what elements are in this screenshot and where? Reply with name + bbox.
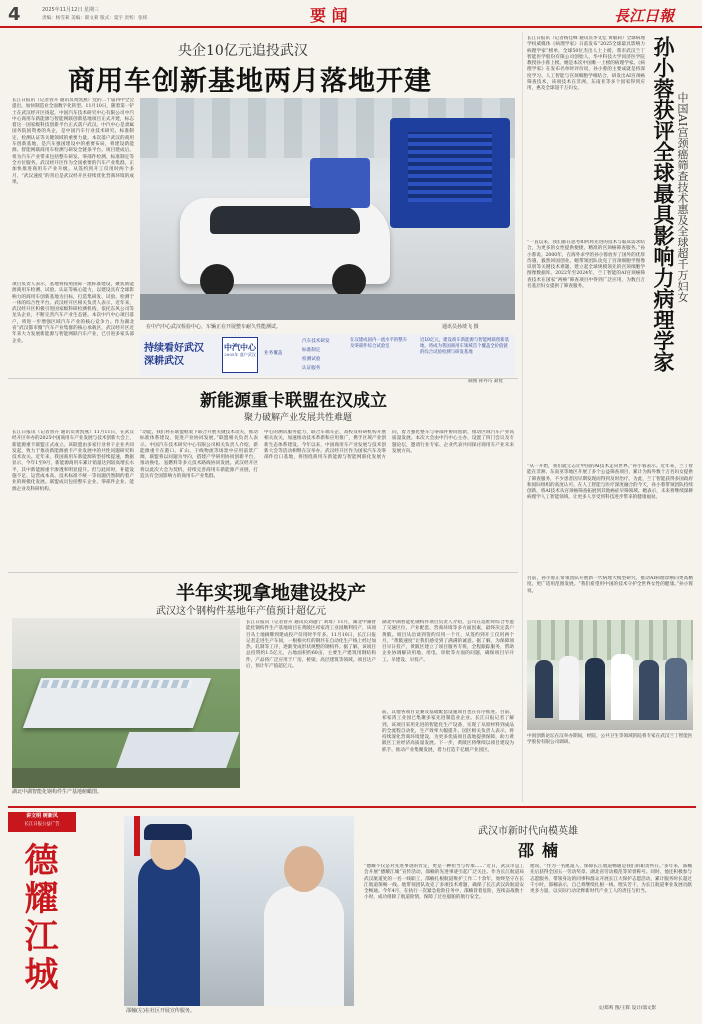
editor-line: 责编：杨雪莉 美编：职文莉 版式：夏宇 责校：张炜: [42, 16, 148, 21]
column-kicker: 武汉市新时代向模英雄: [478, 826, 578, 837]
story3-subhead: 武汉这个钢构件基地年产值预计超亿元: [156, 606, 326, 617]
story1-photo-credit: 通讯员孙琰飞 摄: [442, 324, 479, 330]
column-author: 文/郑鸣 图/王辉 设计/邵文影: [598, 1006, 657, 1011]
column-body: “德耀不仅是对先进事迹的肯定，更是一种担当与传承……”近日，武汉市总工会开展“德耀江城”宣传活动，邵楠的先进事迹引起广泛关注。作为长江航道局武汉航道处的一名一线职工，邵楠扎根航道维护工作二十余年，始终坚守在长江航道保畅一线。他带领团队攻克了多项技术难题，确保了长江武汉段航道安全畅通。今年4月，在执行一次紧急抢险任务中，邵楠冒着危险，连续奋战数十小时，成功排除了航道险情，保障了过往船舶的航行安全。: [364, 864, 524, 901]
story-ev-truck-alliance: [8, 382, 518, 572]
banner-credit: 制图 孙丹巧 聂优: [468, 379, 504, 384]
story3-photo: [12, 618, 240, 788]
story3-photo-caption: 湖北中湖智能化钢构件生产基地俯瞰图。: [12, 789, 103, 795]
divider-1: [8, 378, 518, 379]
banner-item-1: 汽车技术研发: [302, 339, 330, 344]
story4-body: 长江日报讯（记者杨佳峰 通讯员李文佳 黄敏莉）全球病理学权威媒体《病理学家》日前发布“2025全球最具影响力病理学家”榜单，全球50位杰出人士上榜，我市武汉兰丁智能医学股份有限公司创始人、华中科技大学同济医学院教授孙小蓉上榜。她是本次中国唯一上榜的病理学家。《病理学家》在发布名单时评价说，孙小蓉的主要成就是将深度学习、人工智能与宫颈细胞学相结合，研发出AI宫颈癌筛查技术，该项技术在非洲、东南亚等多个国家得到应用，惠及全球超千万妇女。: [527, 36, 645, 92]
story3-headline: 半年实现拿地建设投产: [176, 582, 367, 604]
banner-logo-box: [222, 337, 258, 373]
column-badge-line2: 长江日报公益广告: [24, 822, 60, 827]
banner-left-title: 持续看好武汉 深耕武汉: [144, 343, 204, 367]
story3-body2: 湖北中湖智能化钢构件项目负责人介绍，公司在选址时综合考虑了交通区位、产业配套、营商环境等多方面因素，最终决定落户黄陂。项目从洽谈到签约仅用一个月，从签约到开工仅用两个月，“黄陂速度”让我们感受到了满满的诚意。据了解，为保障项目早日投产，黄陂区建立了项目服务专班，全程跟踪服务，帮助企业协调解决用地、用电、审批等方面的问题，确保项目早开工、早建设、早投产。: [382, 620, 514, 663]
section-title: 要 闻: [310, 6, 348, 25]
column-photo-caption: 邵楠(左)在社区开展宣传服务。: [126, 1008, 195, 1014]
banner-item-0: 业务覆盖: [264, 351, 283, 356]
story-commercial-vehicle: [8, 32, 518, 384]
banner-logo: 中汽中心: [224, 342, 256, 352]
story4-subhead-vertical: 中国AI宫颈癌筛查技术惠及全球超千万妇女: [676, 92, 689, 303]
story1-info-banner: [140, 334, 515, 376]
story2-headline: 新能源重卡联盟在汉成立: [200, 391, 387, 411]
story-steel-base: [8, 576, 518, 798]
story1-photo: [140, 98, 515, 320]
header-rule: [0, 26, 702, 28]
story2-body2: “动能，我们将在联盟框架下联合开展关键技术攻关，推动标准体系建设，促进产业协同发展。”联盟相关负责人表示。中国汽车技术研究中心有限公司相关负责人介绍，新能源重卡在港口、矿山、干线物流等场景中应用前景广阔，联盟将以问题为导向，搭建产学研用协同创新平台，推动换电、氢燃料等多元技术路线协同发展。武汉经开区将以此次大会为契机，持续完善商用车新能源产业链，打造具有全国影响力的商用车产业集群。: [140, 430, 258, 480]
story4-photo-caption: 中国创新论坛在汉举办期间，经院、公共卫生等领域的院将专家在武汉兰丁智能医学股份有限公司调研。: [527, 734, 693, 746]
story4-body4: 目前，孙小蓉正带领团队开展新一代病理大模型研究，推动AI病理诊断向更高精度、更广适用范围发展。“我们希望用中国的技术守护全世界女性的健康。”孙小蓉说。: [527, 576, 693, 594]
column-body2: 他说，“作为一名航道人，保障长江航道畅通是我们的职责所在。”多年来，邵楠先后获得全国五一劳动奖章、湖北省劳动模范等荣誉称号。同时，他还积极参与志愿服务，带领身边的同事和群众开展长江大保护志愿活动，累计服务时长超过千小时。邵楠表示，自己将继续扎根一线、埋头苦干，为长江航道事业发展贡献更多力量，以实际行动诠释新时代产业工人的责任与担当。: [530, 864, 692, 895]
banner-right-text: 近10亿元，建设商车新能源与智能网联创新基地，将成为我国商用车领域首个覆盖全价值链的综合试验检测与研发基地: [420, 338, 510, 355]
story3-body: 长江日报讯（记者曾卉 通讯员刘越宁 刘琦）11月，湖北中湖智能化钢构件生产基地项目在黄陂区祁家湾工业园顺利投产，该项目从土地摘牌到建成投产仅用时半年多。11月10日，长江日报记者走进生产车间，一根根火红的钢坯在自动化生产线上经过加热、轧制等工序，逐渐变成形状规整的钢构件。据了解，该项目总投资约1.5亿元，占地面积约60亩，主要生产建筑用钢结构件，产品将广泛应用于厂房、桥梁、高层建筑等领域。项目达产后，预计年产值超亿元。: [246, 620, 376, 670]
banner-item-2: 标准制定: [302, 348, 321, 353]
date-line: 2025年11月12日 星期三: [42, 7, 100, 13]
story2-body3: 中心的测试服务能力，联合车端车企、高校及科研机构开展相关攻关，加速推动技术革新和应用推广，携手区域产业创新生态体系建设。今年以来，中国商用车产业发展与技术创新大会等活动相继在汉举办。武汉经开区作为国家汽车及零部件出口基地，将围绕商用车新能源与智能网联化发展方向，着力强化整车与零部件协同创新，推动区域汽车产业高质量发展。本次大会由中汽中心主办，设置了四门会议及专题论坛，邀请行业专家、企业代表共同探讨商用车产业未来发展方向。: [264, 430, 514, 461]
story2-body: 长江日报讯（记者曾卉 通讯员黄凯燕）11月11日，在武汉经开区举办的2025中国商用车产业发展与技术创新大会上，新能源重卡联盟正式成立。该联盟由多家行业骨干企业共同发起，致力于推动新能源重卡产业发展中的共性问题研究和技术攻关。近年来，我国商用车新能源转型持续提速，数据显示，今年1至9月，新能源商用车累计销量达到较高增长水平，其中新能源重卡渗透率明显提升。但与此同时，补能设施不足、运营成本高、技术标准不统一等问题仍然制约着产业的规模化发展。联盟成员包括整车企业、零部件企业、能源企业及科研机构。: [12, 430, 134, 492]
story2-subhead: 聚力破解产业发展共性难题: [244, 413, 353, 423]
column-name: 邵楠: [518, 841, 567, 860]
divider-2: [8, 572, 518, 573]
story1-body: 长江日报讯（记者曾卉 通讯员黄凯燕）党的二十届四中全会提出，加快制造业全面数字化转型。11月10日，随着第一铲土在武汉经开区扬起，中国汽车技术研究中心有限公司中汽中心商用车新能源与智能网联创新基地项目正式开建，标志着这一国家级科技创新平台正式落户武汉。中汽中心是隶属国务院国资委的央企，是中国汽车行业技术研究、标准制定、检测认证等关键领域的重要力量。本次落户武汉的商用车创新基地，是汽车强国建设中的重要布局，将建设新能源、智能网联商用车检测与研发全链条平台。项目建成后，将为汽车产业带来包括整车研发、零部件检测、标准制定等全方位服务。武汉经开区作为全国重要的汽车产业集群，正加快推进商用车产业升级。从签约到开工仅用时两个多月，“武汉速度”的背后是武汉经开区持续优化营商环境的成果。: [12, 98, 134, 185]
column-photo: [124, 816, 354, 1006]
page-header: [0, 0, 702, 30]
story1-kicker: 央企10亿元追投武汉: [178, 43, 308, 59]
story1-headline: 商用车创新基地两月落地开建: [68, 66, 432, 97]
banner-right-intro: 在汉建成国内一流水平的整车及零部件综合试验室: [350, 338, 408, 349]
column-vertical-title: 德耀江城: [18, 842, 58, 994]
story4-body3: “从一开始，我们就立志让中国的AI技术走向世界。”孙小蓉表示。近年来，兰丁智能在非洲、东南亚等地区开展了多个公益筛查项目，累计为海外数十万名妇女提供了筛查服务，不少患者因早期发现而得到及时治疗。为此，兰丁智能获得多国政府和国际组织的高度认可。在人工智能与医疗深度融合的今天，孙小蓉带领团队持续创新，将AI技术从宫颈癌筛查拓展到其他癌症早筛领域。她表示，未来将继续深耕病理学人工智能领域，让更多人享受到科技进步带来的健康福祉。: [527, 464, 693, 501]
story4-body2: “一直以来，我们都在思考如何将先进的技术与临床需求结合，为更多的女性提供便捷、精准的宫颈癌筛查服务。”孙小蓉说。2000年，在海外求学的孙小蓉放弃了国外的优厚待遇，毅然回国创业。她带领团队攻克了宫颈细胞学图像识别等关键技术难题，建立起全球规模领先的宫颈细胞学图像数据库。2022年至2024年，兰丁智能的AI宫颈癌筛查技术在国家“两癌”筛查项目中得到广泛应用，为数百万名基层妇女提供了筛查服务。: [527, 240, 645, 290]
column-badge-line1: 讲文明 树新风: [26, 813, 58, 819]
column-badge: [8, 812, 76, 832]
story1-photo-caption: 在中汽中心武汉检验中心，车辆正在开展整车耐久性能测试。: [146, 324, 282, 330]
story-pathologist: [522, 32, 696, 802]
masthead-logo: 長江日報: [614, 7, 675, 25]
virtue-column: [8, 806, 696, 1018]
story3-body3: 前，其他各项目竞赛及基础配套设施项目也在有序推进。目前，祁家湾工业园已集聚多家先进制造业企业。长江日报记者了解到，该项目采用先进的智能化生产设备，实现了从原材料到成品的全流程自动化，生产效率大幅提升。园区相关负责人表示，将持续深化营商环境建设，为更多优质项目落地提供保障，助力黄陂区工业经济高质量发展。下一步，黄陂区将继续以项目建设为抓手，推动产业集聚发展，着力打造千亿级产业园区。: [382, 710, 514, 753]
story4-photo: [527, 620, 693, 730]
banner-item-4: 认证服务: [302, 366, 321, 371]
banner-item-3: 检测试验: [302, 357, 321, 362]
page-number: 4: [8, 4, 21, 25]
story4-headline-vertical: 孙小蓉获评全球最具影响力病理学家: [651, 36, 676, 372]
story1-body2: 项目负责人表示，基地将按照国际一流标准建设，聚焦新能源商用车检测、试验、认证等核心能力，以建设具有全球影响力的商用车创新基地为目标，打造集研发、试验、检测于一体的综合性平台。武汉经开区相关负责人表示，近年来，武汉经开区积极引进国家级科研检测机构，依托东风公司等龙头企业，不断完善汽车产业生态链。本次中汽中心项目落户，将进一步增强区域汽车产业的核心竞争力。作为湖北省“武汉都市圈”汽车产业集群的核心承载区，武汉经开区近年来大力发展新能源与智能网联汽车产业，已引进多家头部企业。: [12, 282, 134, 344]
banner-year: 2005年 落户武汉: [224, 352, 256, 357]
